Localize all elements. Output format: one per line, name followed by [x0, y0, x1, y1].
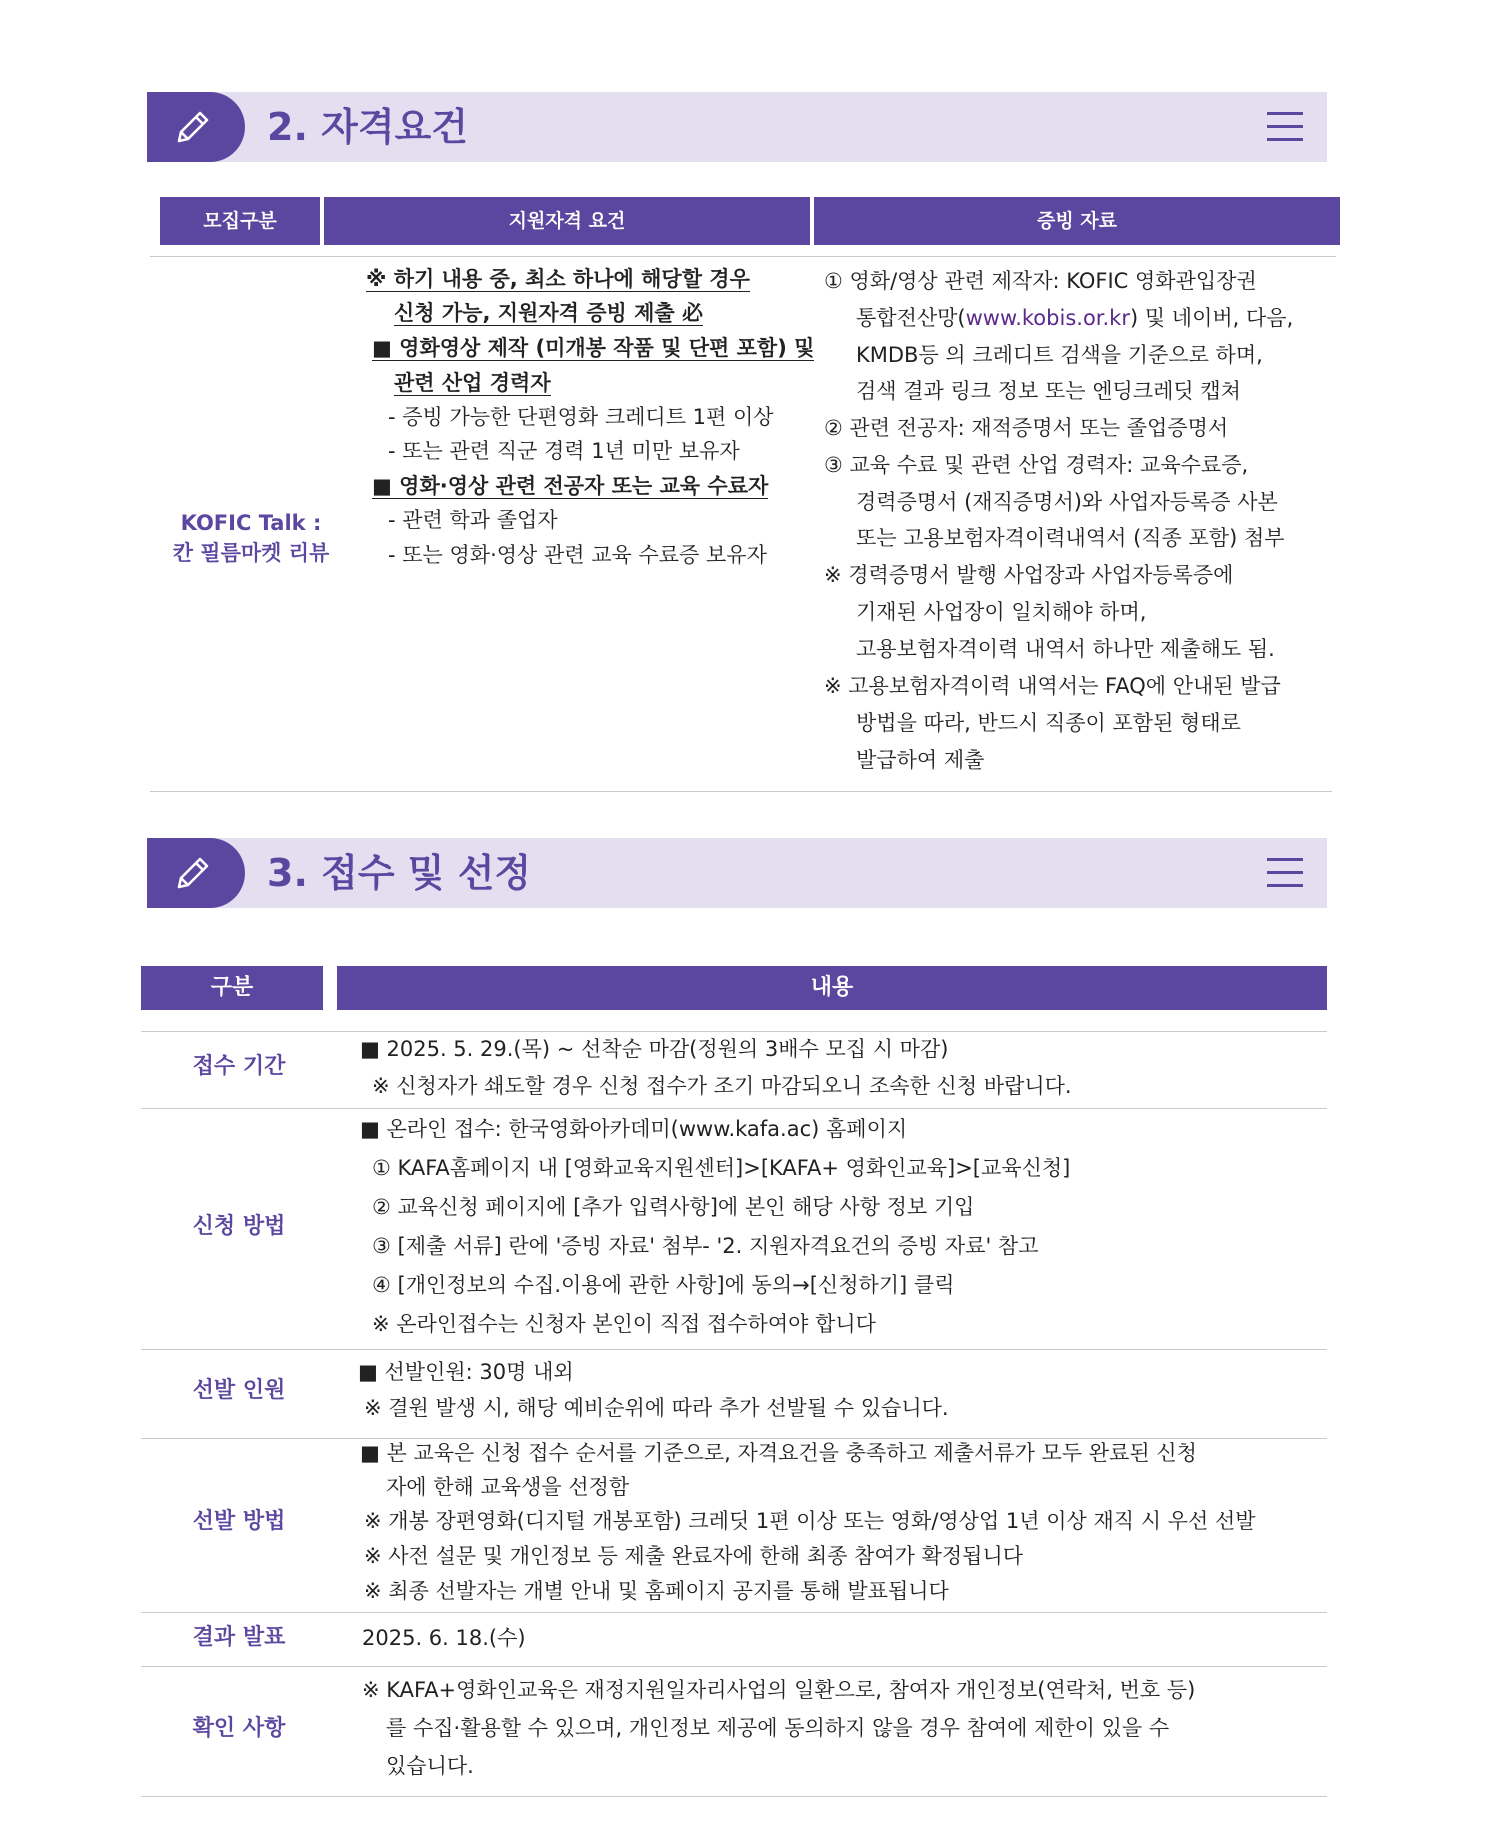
evidence-line: 발급하여 제출	[856, 748, 985, 772]
evidence-line: 경력증명서 (재직증명서)와 사업자등록증 사본	[856, 490, 1278, 514]
evidence-line: ※ 경력증명서 발행 사업장과 사업자등록증에	[824, 563, 1234, 587]
content-line: ④ [개인정보의 수집.이용에 관한 사항]에 동의→[신청하기] 클릭	[372, 1273, 955, 1297]
requirement-line: - 증빙 가능한 단편영화 크레디트 1편 이상	[388, 405, 774, 429]
pencil-badge	[147, 92, 245, 162]
divider	[141, 1666, 1327, 1667]
column-header-evidence: 증빙 자료	[814, 197, 1340, 245]
requirement-line: ※ 하기 내용 중, 최소 하나에 해당할 경우	[366, 267, 750, 291]
category-label	[160, 508, 342, 568]
pencil-badge	[147, 838, 245, 908]
requirement-line: 관련 산업 경력자	[394, 371, 551, 395]
divider	[150, 791, 1332, 792]
row-label-confirm: 확인 사항	[192, 1716, 286, 1741]
pencil-icon	[171, 105, 215, 149]
section-3-header	[147, 838, 1327, 908]
content-line: ※ 신청자가 쇄도할 경우 신청 접수가 조기 마감되오니 조속한 신청 바랍니다.	[372, 1074, 1072, 1098]
divider	[141, 1796, 1327, 1797]
content-line: ※ 최종 선발자는 개별 안내 및 홈페이지 공지를 통해 발표됩니다	[364, 1579, 949, 1603]
content-line: ※ 개봉 장편영화(디지털 개봉포함) 크레딧 1편 이상 또는 영화/영상업 1년 이상 재직 시 우선 선발	[364, 1509, 1256, 1533]
evidence-line: 기재된 사업장이 일치해야 하며,	[856, 600, 1147, 624]
requirement-line: 신청 가능, 지원자격 증빙 제출 必	[394, 301, 703, 325]
content-line: ② 교육신청 페이지에 [추가 입력사항]에 본인 해당 사항 정보 기입	[372, 1195, 975, 1219]
column-header-category: 구분	[141, 966, 323, 1010]
content-line: ■ 2025. 5. 29.(목) ~ 선착순 마감(정원의 3배수 모집 시 마감)	[360, 1037, 949, 1061]
divider	[150, 256, 1336, 257]
evidence-line: ※ 고용보험자격이력 내역서는 FAQ에 안내된 발급	[824, 674, 1281, 698]
column-header-content: 내용	[337, 966, 1327, 1010]
evidence-line: ① 영화/영상 관련 제작자: KOFIC 영화관입장권	[824, 269, 1257, 293]
evidence-line: ③ 교육 수료 및 관련 산업 경력자: 교육수료증,	[824, 453, 1249, 477]
section-title: 2. 자격요건	[267, 105, 468, 149]
evidence-line: 고용보험자격이력 내역서 하나만 제출해도 됨.	[856, 637, 1275, 661]
section-2-header	[147, 92, 1327, 162]
menu-icon	[1267, 858, 1303, 888]
evidence-line: 검색 결과 링크 정보 또는 엔딩크레딧 캡쳐	[856, 379, 1241, 403]
section-title: 3. 접수 및 선정	[267, 851, 532, 895]
evidence-line: 통합전산망(www.kobis.or.kr) 및 네이버, 다음,	[856, 306, 1294, 330]
divider	[141, 1612, 1327, 1613]
row-label-method: 신청 방법	[192, 1214, 286, 1239]
content-line: ■ 본 교육은 신청 접수 순서를 기준으로, 자격요건을 충족하고 제출서류가 모두 완료된 신청	[360, 1441, 1197, 1465]
requirement-line: ■ 영화영상 제작 (미개봉 작품 및 단편 포함) 및	[372, 336, 815, 360]
row-label-selection: 선발 방법	[192, 1509, 286, 1534]
content-line: ※ KAFA+영화인교육은 재정지원일자리사업의 일환으로, 참여자 개인정보(연락처, 번호 등)	[362, 1678, 1196, 1702]
requirement-line: ■ 영화·영상 관련 전공자 또는 교육 수료자	[372, 474, 769, 498]
content-line: ③ [제출 서류] 란에 '증빙 자료' 첨부- '2. 지원자격요건의 증빙 자료' 참고	[372, 1234, 1039, 1258]
divider	[141, 1108, 1327, 1109]
evidence-line: 또는 고용보험자격이력내역서 (직종 포함) 첨부	[856, 526, 1285, 550]
content-line: ※ 사전 설문 및 개인정보 등 제출 완료자에 한해 최종 참여가 확정됩니다	[364, 1544, 1024, 1568]
category-line-1: KOFIC Talk :	[180, 511, 322, 535]
divider	[141, 1349, 1327, 1350]
content-line: ■ 온라인 접수: 한국영화아카데미(www.kafa.ac) 홈페이지	[360, 1117, 908, 1141]
content-line: 있습니다.	[386, 1754, 474, 1778]
evidence-line: 방법을 따라, 반드시 직종이 포함된 형태로	[856, 711, 1241, 735]
row-label-period: 접수 기간	[192, 1054, 286, 1079]
kobis-link[interactable]: www.kobis.or.kr	[965, 306, 1130, 330]
evidence-line: ② 관련 전공자: 재적증명서 또는 졸업증명서	[824, 416, 1229, 440]
row-label-result: 결과 발표	[192, 1625, 286, 1650]
evidence-line: KMDB등 의 크레디트 검색을 기준으로 하며,	[856, 343, 1263, 367]
requirement-line: - 또는 관련 직군 경력 1년 미만 보유자	[388, 439, 740, 463]
content-line: ① KAFA홈페이지 내 [영화교육지원센터]>[KAFA+ 영화인교육]>[교육신청]	[372, 1156, 1071, 1180]
column-header-requirements: 지원자격 요건	[324, 197, 810, 245]
menu-icon	[1267, 112, 1303, 142]
column-header-category: 모집구분	[160, 197, 320, 245]
row-label-count: 선발 인원	[192, 1378, 286, 1403]
requirement-line: - 또는 영화·영상 관련 교육 수료증 보유자	[388, 543, 767, 567]
content-line: ■ 선발인원: 30명 내외	[358, 1360, 574, 1384]
content-line: 2025. 6. 18.(수)	[362, 1626, 526, 1650]
pencil-icon	[171, 851, 215, 895]
content-line: 자에 한해 교육생을 선정함	[386, 1475, 630, 1499]
content-line: ※ 온라인접수는 신청자 본인이 직접 접수하여야 합니다	[372, 1312, 876, 1336]
content-line: ※ 결원 발생 시, 해당 예비순위에 따라 추가 선발될 수 있습니다.	[364, 1396, 949, 1420]
requirement-line: - 관련 학과 졸업자	[388, 508, 558, 532]
content-line: 를 수집·활용할 수 있으며, 개인정보 제공에 동의하지 않을 경우 참여에 제한이 있을 수	[386, 1716, 1170, 1740]
category-line-2: 칸 필름마켓 리뷰	[172, 541, 330, 565]
